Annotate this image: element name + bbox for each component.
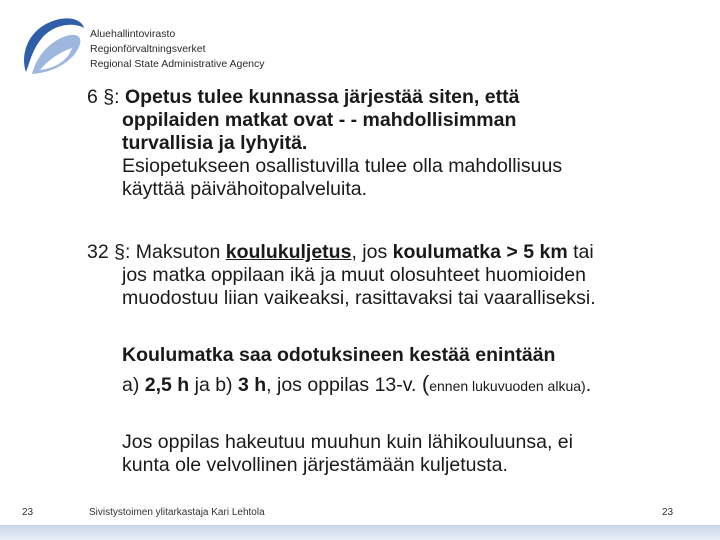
bold-text: Opetus tulee kunnassa järjestää siten, että <box>124 86 520 108</box>
text-span: , jos <box>351 241 393 263</box>
text-line: Koulumatka saa odotuksineen kestää enintään <box>122 344 556 366</box>
paragraph-32-section <box>87 241 596 310</box>
logo-line-sv: Regionförvaltningsverket <box>90 43 206 55</box>
bold-underlined-text: koulukuljetus <box>225 241 352 263</box>
logo-line-en: Regional State Administrative Agency <box>90 58 265 70</box>
text-line: muodostuu liian vaikeaksi, rasittavaksi tai vaaralliseksi. <box>122 287 596 309</box>
text-span: . <box>585 374 592 396</box>
text-line <box>87 241 596 264</box>
text-line: käyttää päivähoitopalveluita. <box>122 178 367 200</box>
text-line <box>122 372 591 398</box>
text-line: jos matka oppilaan ikä ja muut olosuhteet huomioiden <box>122 264 586 286</box>
bold-text: 2,5 h <box>144 374 190 396</box>
text-line <box>87 86 562 109</box>
paragraph-other-school <box>122 431 573 477</box>
logo-text <box>90 27 265 72</box>
text-span: a) <box>122 374 145 396</box>
paren: ( <box>421 371 430 396</box>
text-line: Jos oppilas hakeutuu muuhun kuin lähikouluunsa, ei <box>122 431 573 453</box>
text-line: oppilaiden matkat ovat - - mahdollisimman <box>122 109 517 131</box>
footer-slide-number-right: 23 <box>662 507 674 518</box>
bold-text: koulumatka > 5 km <box>392 241 568 263</box>
text-span: 32 §: Maksuton <box>87 241 226 263</box>
agency-logo <box>18 14 288 78</box>
bold-text: 3 h <box>237 374 267 396</box>
footer-slide-number-left: 23 <box>22 507 34 518</box>
text-span: tai <box>567 241 594 263</box>
paragraph-travel-time <box>122 344 591 398</box>
logo-line-fi: Aluehallintovirasto <box>90 28 176 40</box>
text-line: Esiopetukseen osallistuvilla tulee olla mahdollisuus <box>122 155 563 177</box>
text-line: turvallisia ja lyhyitä. <box>122 132 308 154</box>
footer-author: Sivistystoimen ylitarkastaja Kari Lehtola <box>89 507 265 518</box>
section-ref: 6 §: <box>87 86 125 108</box>
text-line: kunta ole velvollinen järjestämään kuljetusta. <box>122 454 508 476</box>
footer-bar <box>0 525 720 540</box>
agency-logo-icon <box>18 14 88 78</box>
text-span: , jos oppilas 13-v. <box>266 374 422 396</box>
text-span: ja b) <box>189 374 238 396</box>
paragraph-6-section <box>87 86 562 201</box>
small-text: ennen lukuvuoden alkua) <box>429 378 586 394</box>
